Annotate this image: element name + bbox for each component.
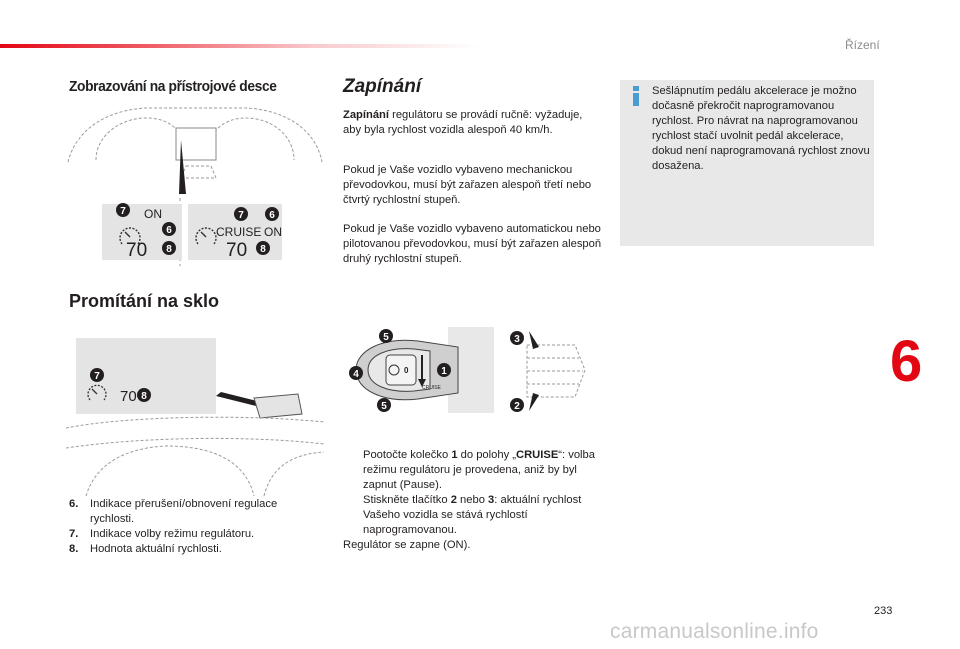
svg-text:3: 3	[514, 334, 520, 345]
info-text: Sešlápnutím pedálu akcelerace je možno dočasně překročit naprogramovanou rychlost. Pro návrat na naprogramovanou rychlost stačí uvolnit pedál akcelerace, dokud není naprogramovaná rychlost znovu dosažena.	[652, 85, 870, 172]
legend-item: 6. Indikace přerušení/obnovení regulace rychlosti.	[69, 498, 278, 525]
section-title: Řízení	[845, 38, 880, 52]
paragraph-automatic-gearbox: Pokud je Vaše vozidlo vybaveno automatickou nebo pilotovanou převodovkou, musí být zařazen alespoň druhý rychlostní stupeň.	[343, 223, 602, 265]
svg-text:5: 5	[383, 332, 389, 343]
step-result: Regulátor se zapne (ON).	[343, 539, 471, 551]
legend-item: 7. Indikace volby režimu regulátoru.	[69, 528, 255, 540]
marker-3	[510, 331, 524, 345]
step-item: Pootočte kolečko 1 do polohy „CRUISE“: volba režimu regulátoru je provedena, aniž by byl zapnut (Pause).	[363, 449, 595, 491]
step-item: Stiskněte tlačítko 2 nebo 3: aktuální rychlost Vašeho vozidla se stává rychlostí naprogramovanou.	[363, 494, 582, 536]
marker-7	[116, 203, 130, 217]
info-box	[620, 80, 874, 246]
marker-8	[137, 388, 151, 402]
marker-7	[90, 368, 104, 382]
svg-text:4: 4	[353, 369, 359, 380]
cluster-speed-2: 70	[226, 240, 248, 261]
svg-text:7: 7	[94, 371, 100, 382]
svg-text:8: 8	[166, 244, 172, 255]
marker-2	[510, 398, 524, 412]
cruise-stalk-illustration	[338, 325, 498, 415]
watermark: carmanualsonline.info	[610, 620, 819, 643]
cluster-on-label: ON	[144, 207, 162, 221]
marker-4	[349, 366, 363, 380]
heading-dashboard-display: Zobrazování na přístrojové desce	[69, 78, 277, 95]
svg-text:8: 8	[141, 391, 147, 402]
heading-switching-on: Zapínání	[343, 76, 422, 97]
svg-text:7: 7	[120, 206, 126, 217]
paragraph-activation: Zapínání regulátoru se provádí ručně: vyžaduje, aby byla rychlost vozidla alespoň 40 km/h.	[343, 109, 583, 136]
chapter-number: 6	[890, 329, 923, 394]
svg-text:7: 7	[238, 210, 244, 221]
marker-1	[437, 363, 451, 377]
svg-text:8: 8	[260, 244, 266, 255]
svg-text:6: 6	[166, 225, 172, 236]
stalk-side-view-illustration	[505, 325, 593, 415]
svg-text:5: 5	[381, 401, 387, 412]
steps-list	[343, 448, 605, 553]
svg-text:1: 1	[441, 366, 447, 377]
stalk-cruise-label: CRUISE	[422, 385, 441, 391]
marker-8	[256, 241, 270, 255]
marker-6	[265, 207, 279, 221]
legend-item: 8. Hodnota aktuální rychlosti.	[69, 543, 222, 555]
paragraph-manual-gearbox: Pokud je Vaše vozidlo vybaveno mechanickou převodovkou, musí být zařazen alespoň třetí nebo čtvrtý rychlostní stupeň.	[343, 164, 592, 206]
marker-8	[162, 241, 176, 255]
top-accent-bar	[0, 44, 480, 48]
cluster-cruise-label: CRUISE	[216, 225, 262, 239]
cluster-on-label-2: ON	[264, 225, 282, 239]
head-up-display-illustration	[66, 328, 324, 498]
marker-7	[234, 207, 248, 221]
cluster-speed: 70	[126, 240, 148, 261]
page-number: 233	[874, 605, 893, 617]
info-icon	[631, 86, 641, 106]
stalk-zero-label: 0	[404, 366, 409, 375]
svg-text:6: 6	[269, 210, 275, 221]
legend-list	[69, 497, 319, 557]
instrument-cluster-illustration	[66, 100, 324, 268]
svg-text:2: 2	[514, 401, 520, 412]
marker-6	[162, 222, 176, 236]
marker-5	[379, 329, 393, 343]
heading-head-up-display: Promítání na sklo	[69, 291, 220, 311]
marker-5	[377, 398, 391, 412]
hud-speed: 70	[120, 388, 137, 405]
